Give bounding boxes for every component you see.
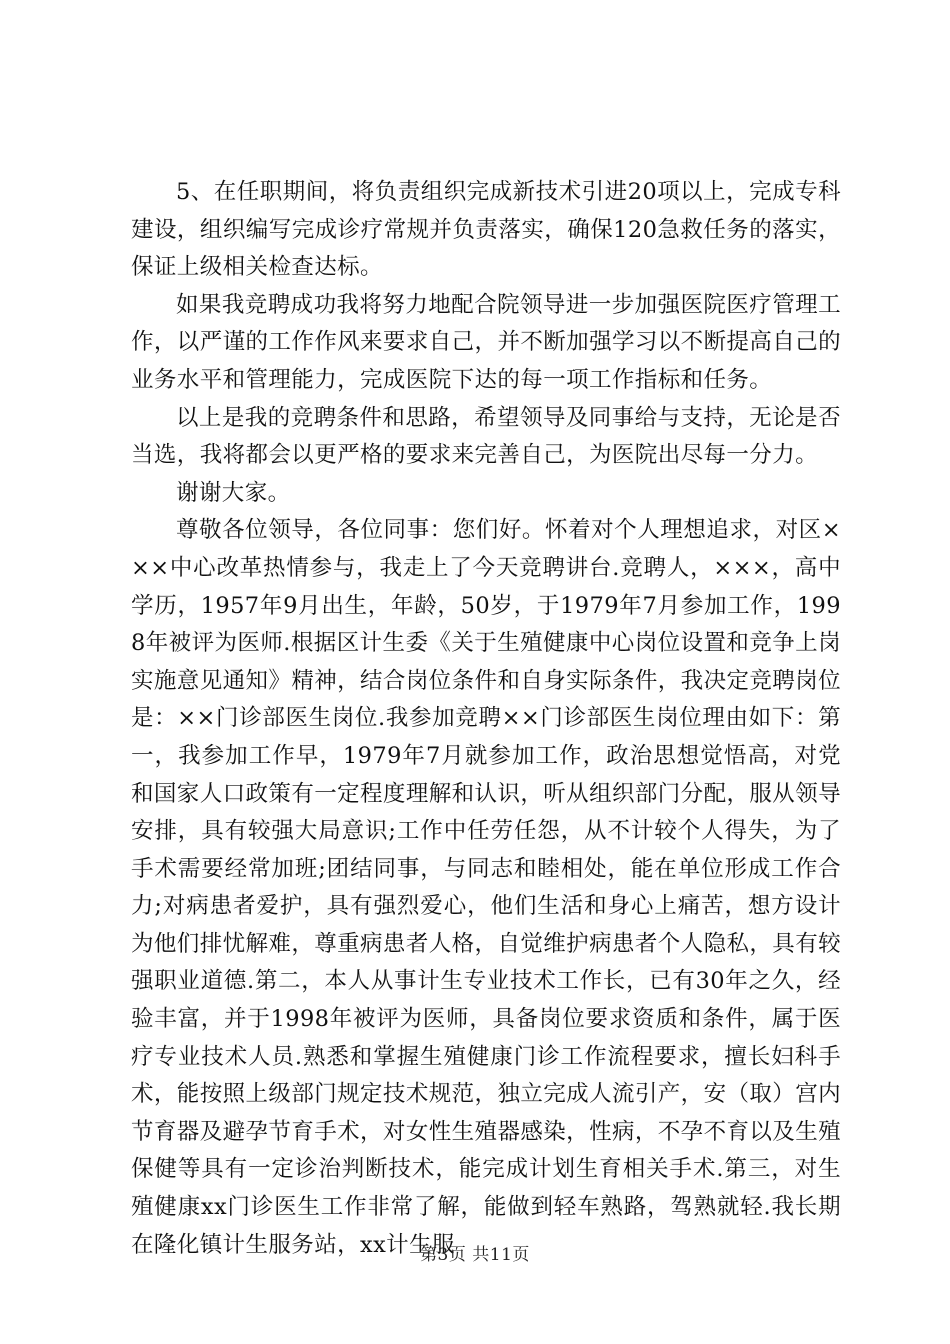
document-body bbox=[131, 174, 841, 1264]
page-footer: 第3页 共11页 bbox=[420, 1245, 530, 1265]
paragraph-item-5: 5、在任职期间，将负责组织完成新技术引进20项以上，完成专科建设，组织编写完成诊疗常规并负责落实，确保120急救任务的落实，保证上级相关检查达标。 bbox=[131, 179, 841, 281]
paragraph-if-hired: 如果我竞聘成功我将努力地配合院领导进一步加强医院医疗管理工作，以严谨的工作作风来要求自己，并不断加强学习以不断提高自己的业务水平和管理能力，完成医院下达的每一项工作指标和任务。 bbox=[131, 291, 841, 393]
paragraph-thanks: 谢谢大家。 bbox=[176, 479, 291, 506]
paragraph-second-speech: 尊敬各位领导，各位同事：您们好。怀着对个人理想追求，对区×××中心改革热情参与，我走上了今天竞聘讲台.竞聘人，×××，高中学历，1957年9月出生，年龄，50岁，于1979年7月参加工作，1998年被评为医师.根据区计生委《关于生殖健康中心岗位设置和竞争上岗实施意见通知》精神，结合岗位条件和自身实际条件，我决定竞聘岗位是：××门诊部医生岗位.我参加竞聘××门诊部医生岗位理由如下：第一，我参加工作早，1979年7月就参加工作，政治思想觉悟高，对党和国家人口政策有一定程度理解和认识，听从组织部门分配，服从领导安排，具有较强大局意识;工作中任劳任怨，从不计较个人得失，为了手术需要经常加班;团结同事，与同志和睦相处，能在单位形成工作合力;对病患者爱护，具有强烈爱心，他们生活和身心上痛苦，想方设计为他们排忧解难，尊重病患者人格，自觉维护病患者个人隐私，具有较强职业道德.第二，本人从事计生专业技术工作长，已有30年之久，经验丰富，并于1998年被评为医师，具备岗位要求资质和条件，属于医疗专业技术人员.熟悉和掌握生殖健康门诊工作流程要求，擅长妇科手术，能按照上级部门规定技术规范，独立完成人流引产，安（取）宫内节育器及避孕节育手术，对女性生殖器感染，性病，不孕不育以及生殖保健等具有一定诊治判断技术，能完成计划生育相关手术.第三，对生殖健康xx门诊医生工作非常了解，能做到轻车熟路，驾熟就轻.我长期在隆化镇计生服务站，xx计生服 bbox=[131, 517, 841, 1258]
paragraph-closing: 以上是我的竞聘条件和思路，希望领导及同事给与支持，无论是否当选，我将都会以更严格的要求来完善自己，为医院出尽每一分力。 bbox=[131, 404, 841, 469]
